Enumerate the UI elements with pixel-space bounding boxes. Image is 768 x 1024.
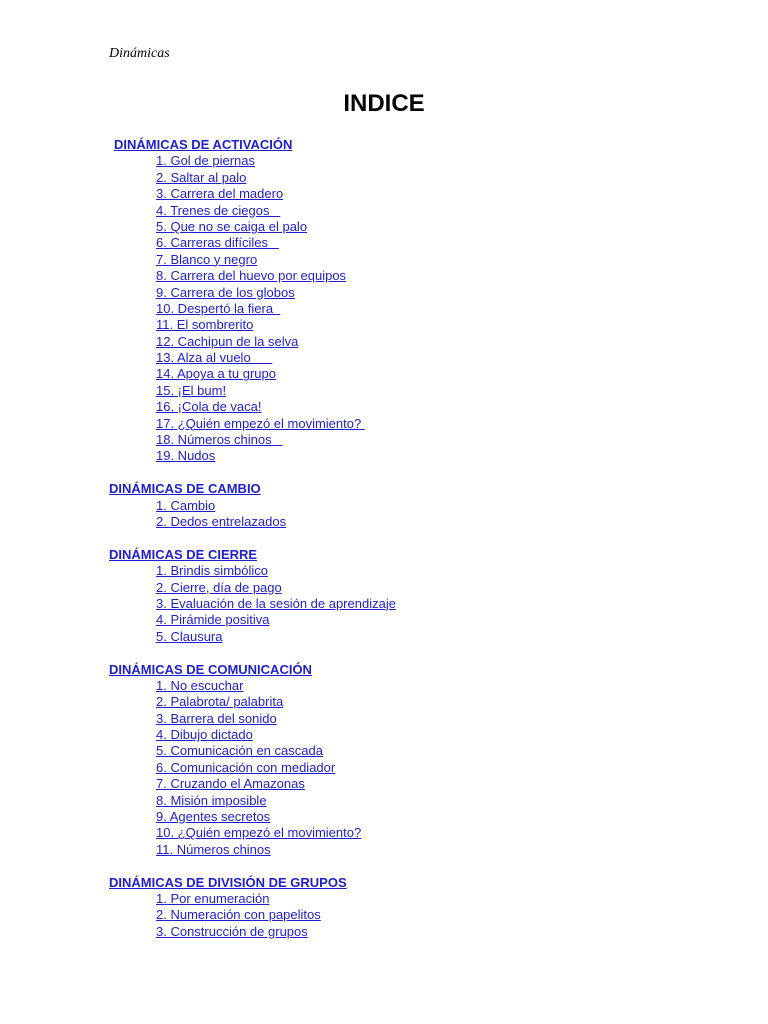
section-spacer xyxy=(0,858,768,874)
toc-heading-division-grupos[interactable]: DINÁMICAS DE DIVISIÓN DE GRUPOS xyxy=(109,874,347,890)
toc-link[interactable]: 5. Que no se caiga el palo xyxy=(156,218,308,234)
toc-link[interactable]: 3. Carrera del madero xyxy=(156,186,284,202)
toc-link[interactable]: 2. Saltar al palo xyxy=(156,169,247,185)
toc-link[interactable]: 4. Pirámide positiva xyxy=(156,612,270,628)
toc-link[interactable]: 1. Por enumeración xyxy=(156,890,270,906)
table-of-contents xyxy=(0,137,768,940)
toc-link[interactable]: 6. Carreras difíciles xyxy=(156,235,279,251)
toc-link[interactable]: 1. Brindis simbólico xyxy=(156,563,268,579)
toc-link[interactable]: 11. Números chinos xyxy=(156,841,271,857)
toc-link[interactable]: 17. ¿Quién empezó el movimiento? xyxy=(156,415,365,431)
toc-heading-cierre[interactable]: DINÁMICAS DE CIERRE xyxy=(109,546,258,562)
toc-link[interactable]: 6. Comunicación con mediador xyxy=(156,759,336,775)
toc-link[interactable]: 14. Apoya a tu grupo xyxy=(156,366,276,382)
toc-link[interactable]: 2. Dedos entrelazados xyxy=(156,513,287,529)
section-spacer xyxy=(0,530,768,546)
toc-link[interactable]: 2. Cierre, día de pago xyxy=(156,579,282,595)
toc-link[interactable]: 9. Agentes secretos xyxy=(156,809,271,825)
toc-section-comunicacion xyxy=(0,662,768,859)
toc-link[interactable]: 3. Evaluación de la sesión de aprendizaje xyxy=(156,595,396,611)
toc-link[interactable]: 5. Comunicación en cascada xyxy=(156,743,323,759)
toc-link[interactable]: 16. ¡Cola de vaca! xyxy=(156,399,262,415)
toc-link[interactable]: 15. ¡El bum! xyxy=(156,382,227,398)
toc-link[interactable]: 2. Palabrota/ palabrita xyxy=(156,694,284,710)
toc-section-cambio xyxy=(0,481,768,530)
toc-section-cierre xyxy=(0,547,768,645)
toc-link[interactable]: 4. Trenes de ciegos xyxy=(156,202,281,218)
toc-link[interactable]: 11. El sombrerito xyxy=(156,317,254,333)
toc-link[interactable]: 2. Numeración con papelitos xyxy=(156,907,321,923)
toc-link[interactable]: 5. Clausura xyxy=(156,628,223,644)
toc-link[interactable]: 3. Construcción de grupos xyxy=(156,923,308,939)
toc-section-division-grupos xyxy=(0,875,768,941)
running-header: Dinámicas xyxy=(109,46,170,61)
toc-link[interactable]: 8. Misión imposible xyxy=(156,792,267,808)
toc-link[interactable]: 10. Despertó la fiera xyxy=(156,300,281,316)
toc-link[interactable]: 13. Alza al vuelo xyxy=(156,350,273,366)
toc-link[interactable]: 1. Cambio xyxy=(156,497,216,513)
toc-link[interactable]: 10. ¿Quién empezó el movimiento? xyxy=(156,825,362,841)
toc-link[interactable]: 7. Blanco y negro xyxy=(156,251,258,267)
toc-heading-comunicacion[interactable]: DINÁMICAS DE COMUNICACIÓN xyxy=(109,661,312,677)
toc-link[interactable]: 1. Gol de piernas xyxy=(156,153,256,169)
toc-section-activacion xyxy=(0,137,768,465)
toc-link[interactable]: 3. Barrera del sonido xyxy=(156,710,277,726)
section-spacer xyxy=(0,645,768,661)
toc-link[interactable]: 19. Nudos xyxy=(156,448,216,464)
toc-heading-cambio[interactable]: DINÁMICAS DE CAMBIO xyxy=(109,481,261,497)
toc-link[interactable]: 1. No escuchar xyxy=(156,677,244,693)
section-spacer xyxy=(0,465,768,481)
toc-link[interactable]: 8. Carrera del huevo por equipos xyxy=(156,268,347,284)
toc-link[interactable]: 12. Cachipun de la selva xyxy=(156,333,299,349)
toc-link[interactable]: 9. Carrera de los globos xyxy=(156,284,295,300)
toc-link[interactable]: 4. Dibujo dictado xyxy=(156,727,253,743)
toc-link[interactable]: 7. Cruzando el Amazonas xyxy=(156,776,305,792)
page-title: INDICE xyxy=(343,90,425,117)
toc-link[interactable]: 18. Números chinos xyxy=(156,432,283,448)
toc-heading-activacion[interactable]: DINÁMICAS DE ACTIVACIÓN xyxy=(114,137,293,152)
